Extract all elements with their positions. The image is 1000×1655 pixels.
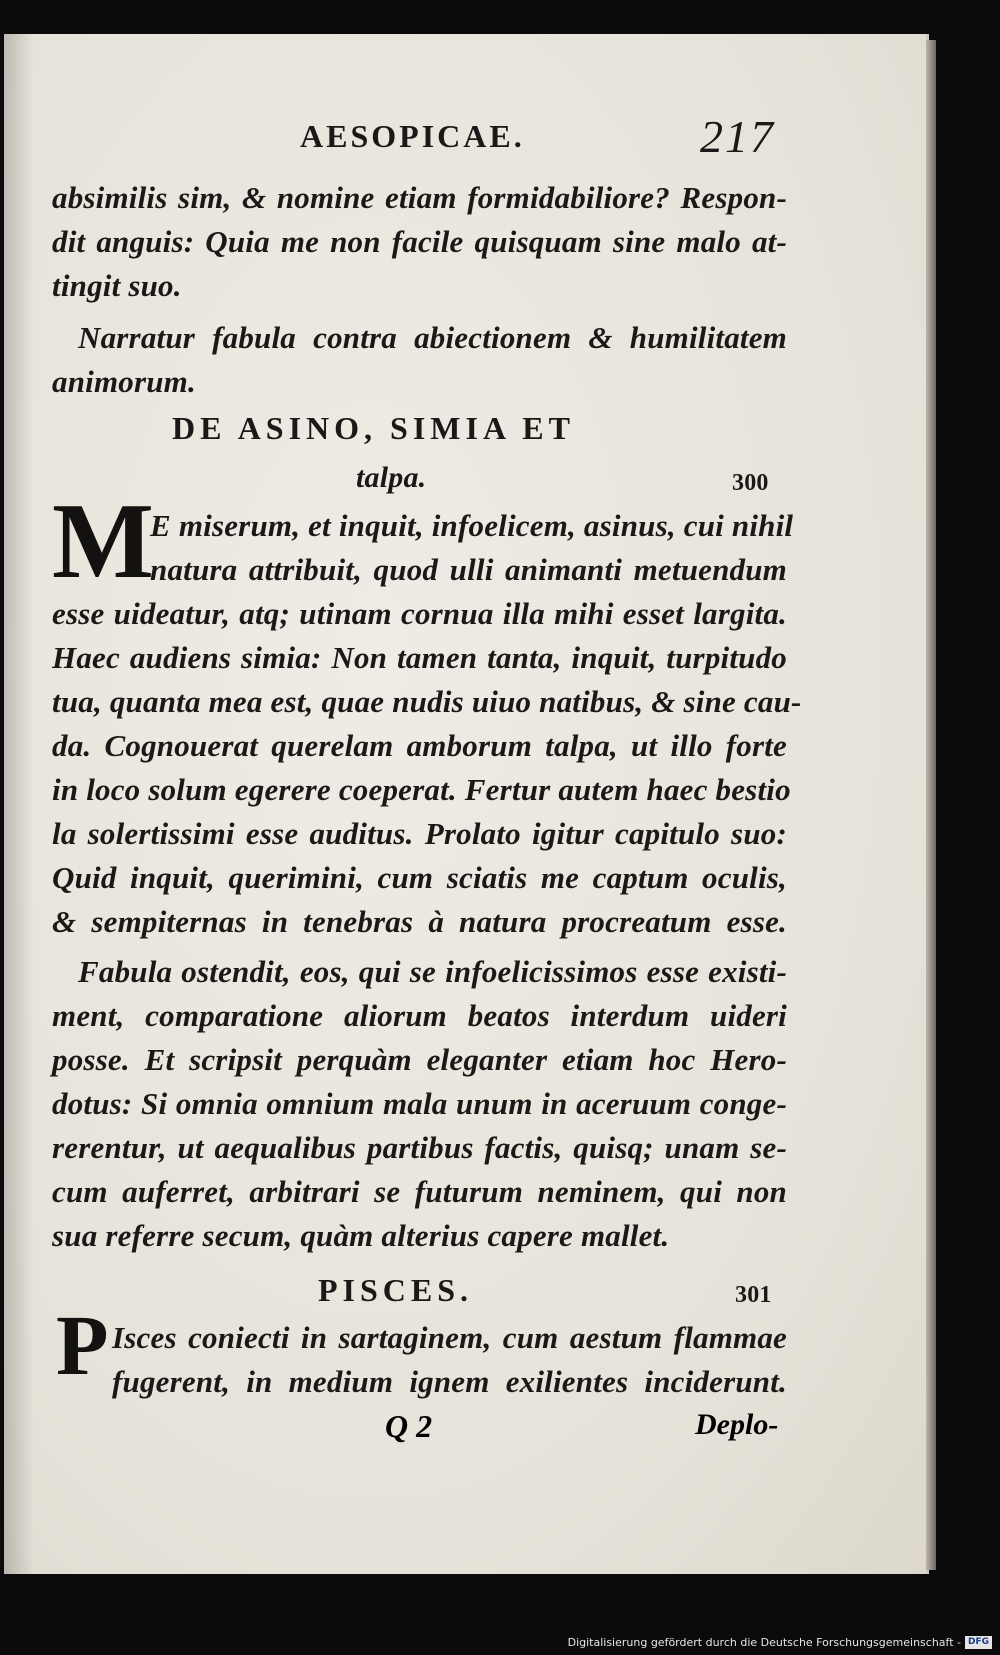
moral-line: Narratur fabula contra abiectionem & humilitatem [78, 320, 787, 355]
digitization-credit [568, 1636, 992, 1649]
text-line: tua, quanta mea est, quae nudis uiuo natibus, & sine cau- [52, 684, 802, 719]
moral-line: animorum. [52, 364, 196, 399]
text-line: Quid inquit, querimini, cum sciatis me captum oculis, [52, 860, 787, 895]
text-line: & sempiternas in tenebras à natura procreatum esse. [52, 904, 787, 939]
text-line: Haec audiens simia: Non tamen tanta, inquit, turpitudo [52, 640, 787, 675]
moral-line: dotus: Si omnia omnium mala unum in aceruum conge- [52, 1086, 787, 1121]
catchword: Deplo- [695, 1408, 779, 1441]
page-edge [926, 40, 936, 1570]
fable-number: 300 [732, 470, 769, 496]
text-line: da. Cognouerat querelam amborum talpa, ut illo forte [52, 728, 787, 763]
text-line: E miserum, et inquit, infoelicem, asinus, cui nihil [150, 508, 794, 543]
moral-line: Fabula ostendit, eos, qui se infoelicissimos esse existi- [78, 954, 787, 989]
moral-line: cum auferret, arbitrari se futurum neminem, qui non [52, 1174, 787, 1209]
running-head: AESOPICAE. [300, 118, 525, 154]
text-line: absimilis sim, & nomine etiam formidabiliore? Respon- [52, 180, 787, 215]
text-line: natura attribuit, quod ulli animanti metuendum [150, 552, 787, 587]
text-line: dit anguis: Quia me non facile quisquam sine malo at- [52, 224, 787, 259]
drop-capital: M [52, 482, 154, 601]
drop-capital: P [56, 1297, 109, 1393]
moral-line: posse. Et scripsit perquàm eleganter etiam hoc Hero- [52, 1042, 787, 1077]
moral-line: ment, comparatione aliorum beatos interdum uideri [52, 998, 787, 1033]
text-line: tingit suo. [52, 268, 182, 303]
credit-text: Digitalisierung gefördert durch die Deutsche Forschungsgemeinschaft - [567, 1636, 961, 1649]
fable-title-continued: talpa. [356, 461, 427, 494]
text-line: la solertissimi esse auditus. Prolato igitur capitulo suo: [52, 816, 787, 851]
fable-title: PISCES. [318, 1272, 474, 1308]
signature-mark: Q 2 [385, 1408, 433, 1444]
page-number: 217 [700, 111, 775, 162]
text-line: esse uideatur, atq; utinam cornua illa mihi esset largita. [52, 596, 787, 631]
dfg-logo: DFG [965, 1636, 992, 1649]
text-line: in loco solum egerere coeperat. Fertur autem haec bestio [52, 772, 791, 807]
moral-line: sua referre secum, quàm alterius capere mallet. [52, 1218, 670, 1253]
text-line: fugerent, in medium ignem exilientes inciderunt. [112, 1364, 787, 1399]
moral-line: rerentur, ut aequalibus partibus factis, quisq; unam se- [52, 1130, 787, 1165]
gutter-shadow [4, 34, 34, 1574]
fable-number: 301 [735, 1282, 772, 1308]
fable-title: DE ASINO, SIMIA ET [172, 410, 575, 446]
text-line: Isces coniecti in sartaginem, cum aestum flammae [112, 1320, 787, 1355]
